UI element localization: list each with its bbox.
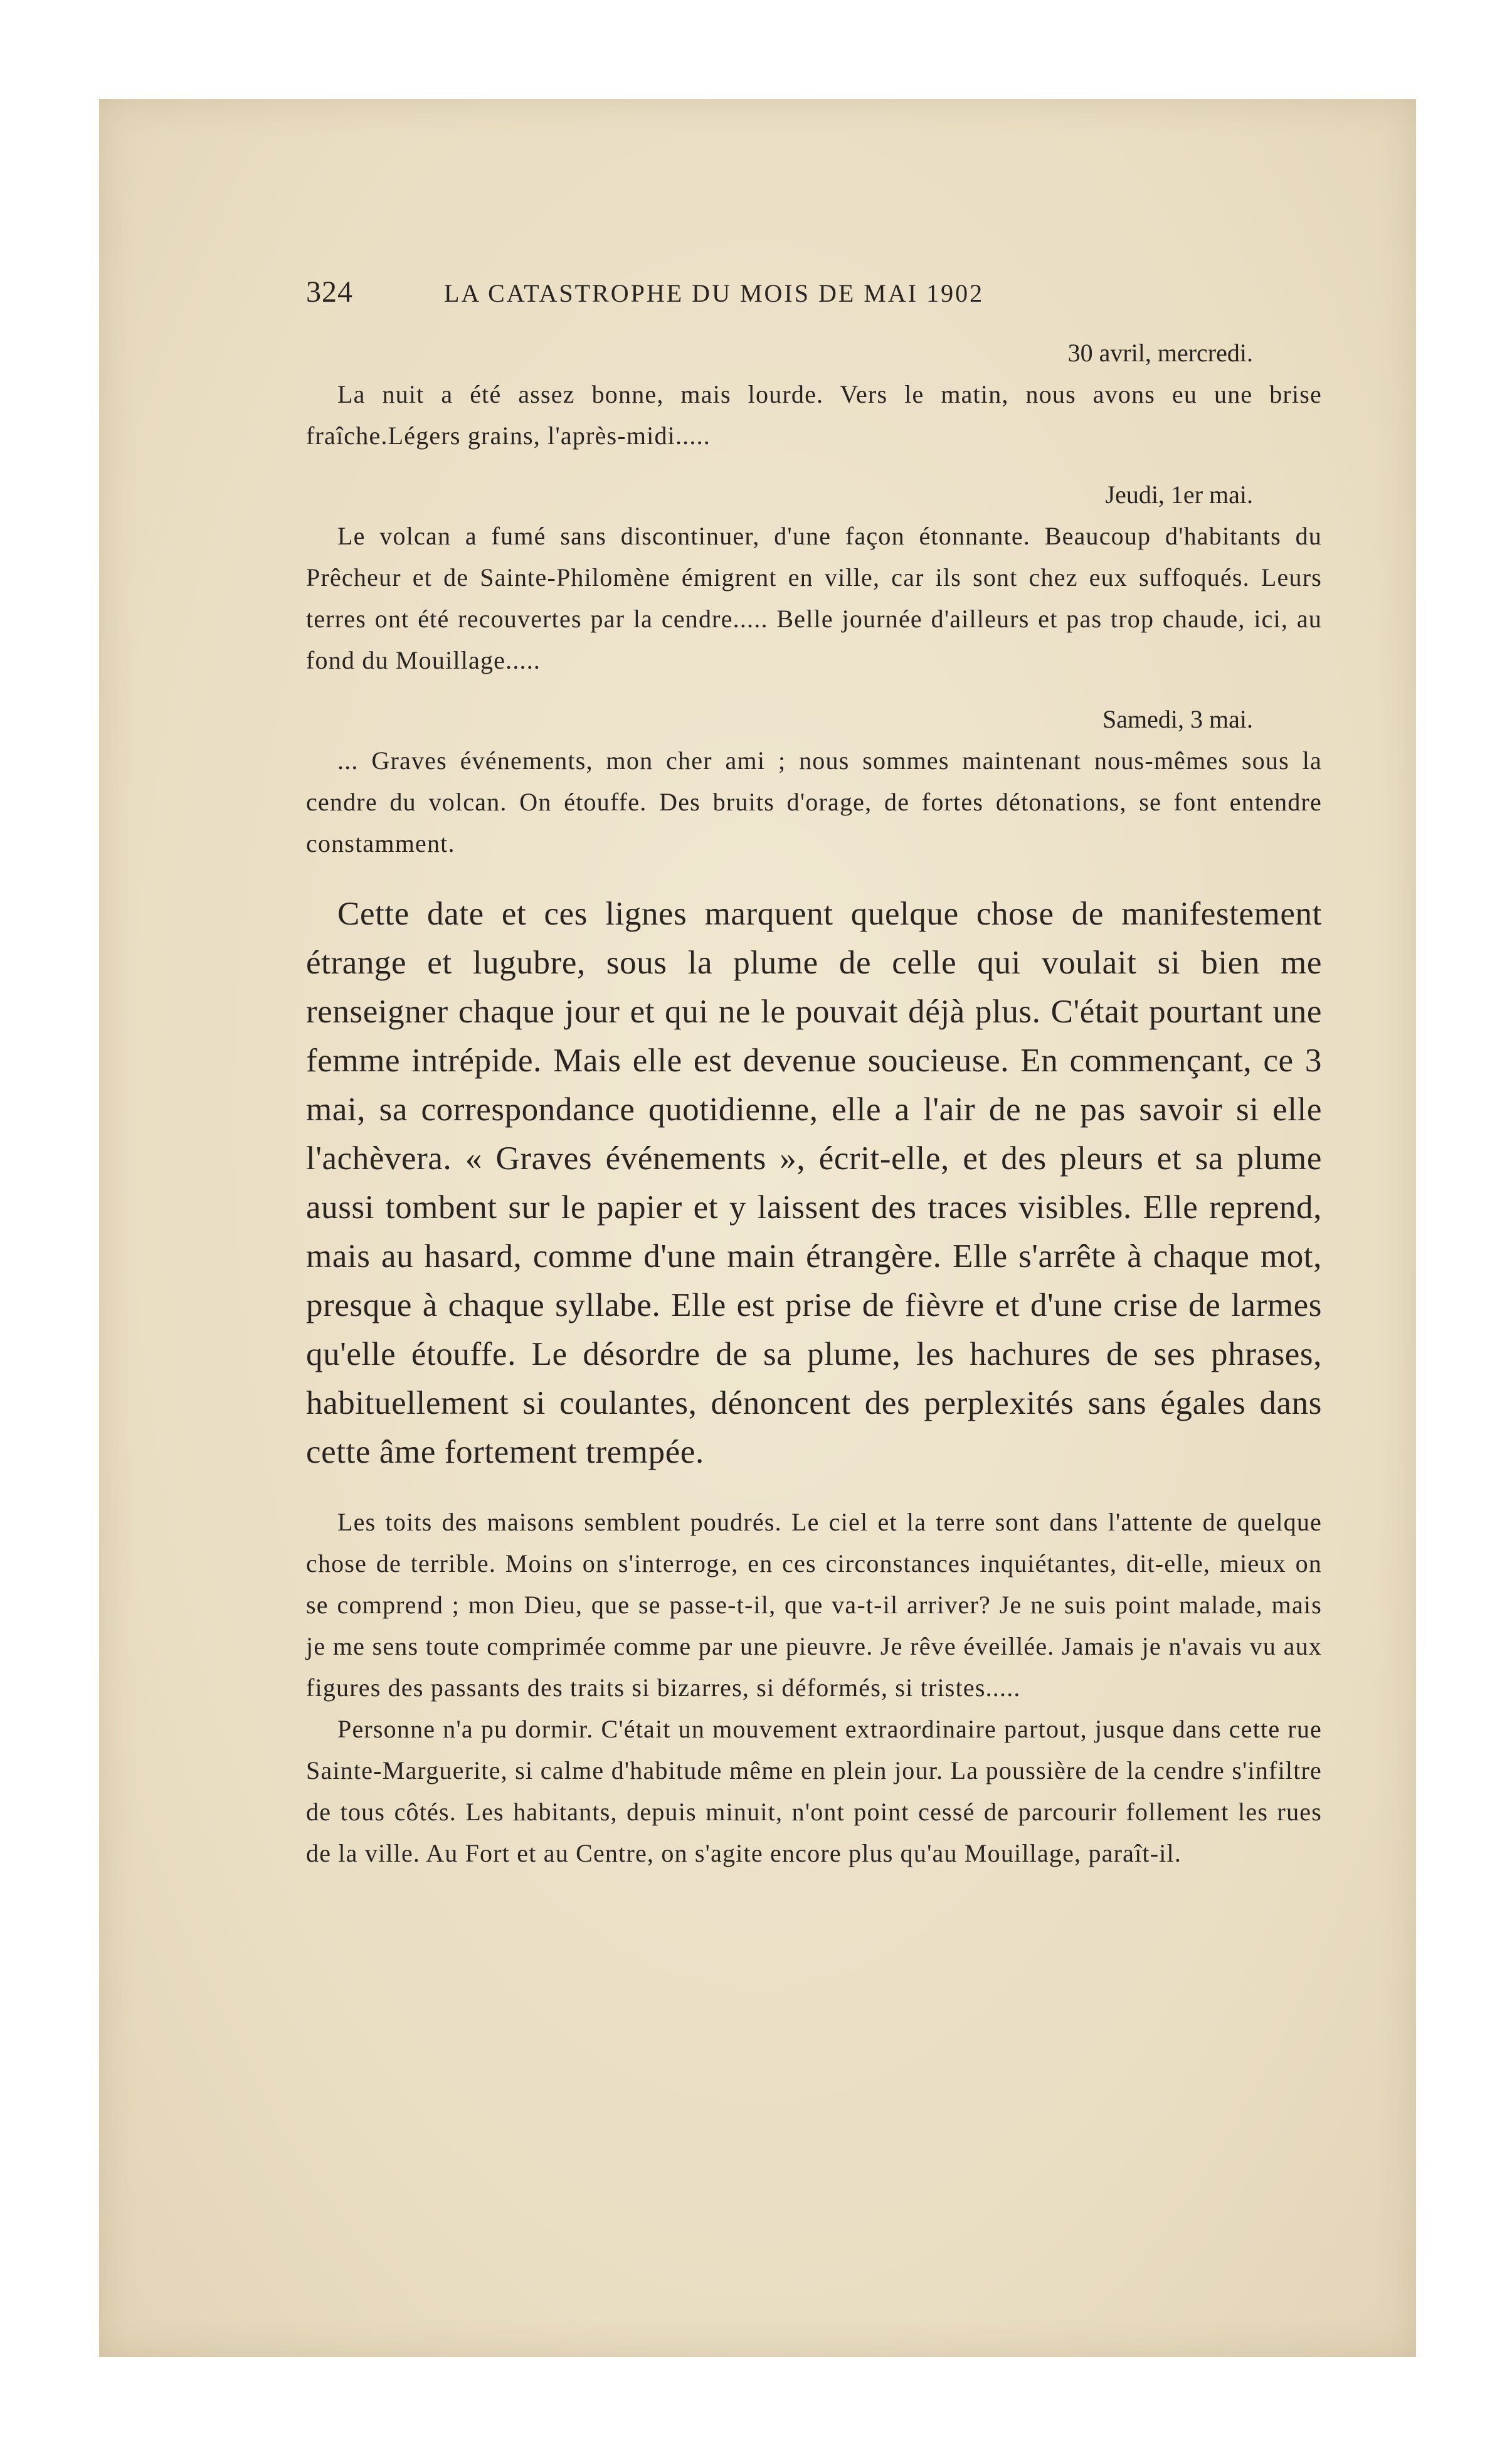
commentary-paragraph: Cette date et ces lignes marquent quelque chose de manifestement étrange et lugubre, sous la plume de celle qui voulait si bien me renseigner chaque jour et qui ne le pouvait déjà plus. C'était pourtant une femme intrépide. Mais elle est devenue soucieuse. En commençant, ce 3 mai, sa correspondance quotidienne, elle a l'air de ne pas savoir si elle l'achèvera. « Graves événements », écrit-elle, et des pleurs et sa plume aussi tombent sur le papier et y laissent des traces visibles. Elle reprend, mais au hasard, comme d'une main étrangère. Elle s'arrête à chaque mot, presque à chaque syllabe. Elle est prise de fièvre et d'une crise de larmes qu'elle étouffe. Le désordre de sa plume, les hachures de ses phrases, habituellement si coulantes, dénoncent des perplexités sans égales dans cette âme fortement trempée. xyxy=(306,896,1322,1470)
running-title: LA CATASTROPHE DU MOIS DE MAI 1902 xyxy=(444,279,985,307)
quote-paragraph-1: Les toits des maisons semblent poudrés. Le ciel et la terre sont dans l'attente de quelque chose de terrible. Moins on s'interroge, en ces circonstances inquiétantes, dit-elle, mieux on se comprend ; mon Dieu, que se passe-t-il, que va-t-il arriver? Je ne suis point malade, mais je me sens toute comprimée comme par une pieuvre. Je rêve éveillée. Jamais je n'avais vu aux figures des passants des traits si bizarres, si déformés, si tristes..... xyxy=(306,1508,1322,1702)
journal-entry-2: Le volcan a fumé sans discontinuer, d'une façon étonnante. Beaucoup d'habitants du Prêcheur et de Sainte-Philomène émigrent en ville, car ils sont chez eux suffoqués. Leurs terres ont été recouvertes par la cendre..... Belle journée d'ailleurs et pas trop chaude, ici, au fond du Mouillage..... xyxy=(306,522,1322,674)
section-gap xyxy=(306,864,1322,889)
quote-paragraph-2: Personne n'a pu dormir. C'était un mouvement extraordinaire partout, jusque dans cette rue Sainte-Marguerite, si calme d'habitude même en plein jour. La poussière de la cendre s'infiltre de tous côtés. Les habitants, depuis minuit, n'ont point cessé de parcourir follement les rues de la ville. Au Fort et au Centre, on s'agite encore plus qu'au Mouillage, paraît-il. xyxy=(306,1715,1322,1867)
journal-date-1: 30 avril, mercredi. xyxy=(1067,339,1253,367)
journal-date-3: Samedi, 3 mai. xyxy=(1102,705,1253,733)
journal-date-2: Jeudi, 1er mai. xyxy=(1105,480,1253,509)
running-head xyxy=(306,275,1322,325)
page-content xyxy=(306,275,1322,1874)
journal-entry-1: La nuit a été assez bonne, mais lourde. Vers le matin, nous avons eu une brise fraîche.Légers grains, l'après-midi..... xyxy=(306,380,1322,450)
page-number: 324 xyxy=(306,275,353,309)
scanned-page xyxy=(99,99,1416,2357)
journal-entry-3: ... Graves événements, mon cher ami ; nous sommes maintenant nous-mêmes sous la cendre du volcan. On étouffe. Des bruits d'orage, de fortes détonations, se font entendre constamment. xyxy=(306,746,1322,857)
